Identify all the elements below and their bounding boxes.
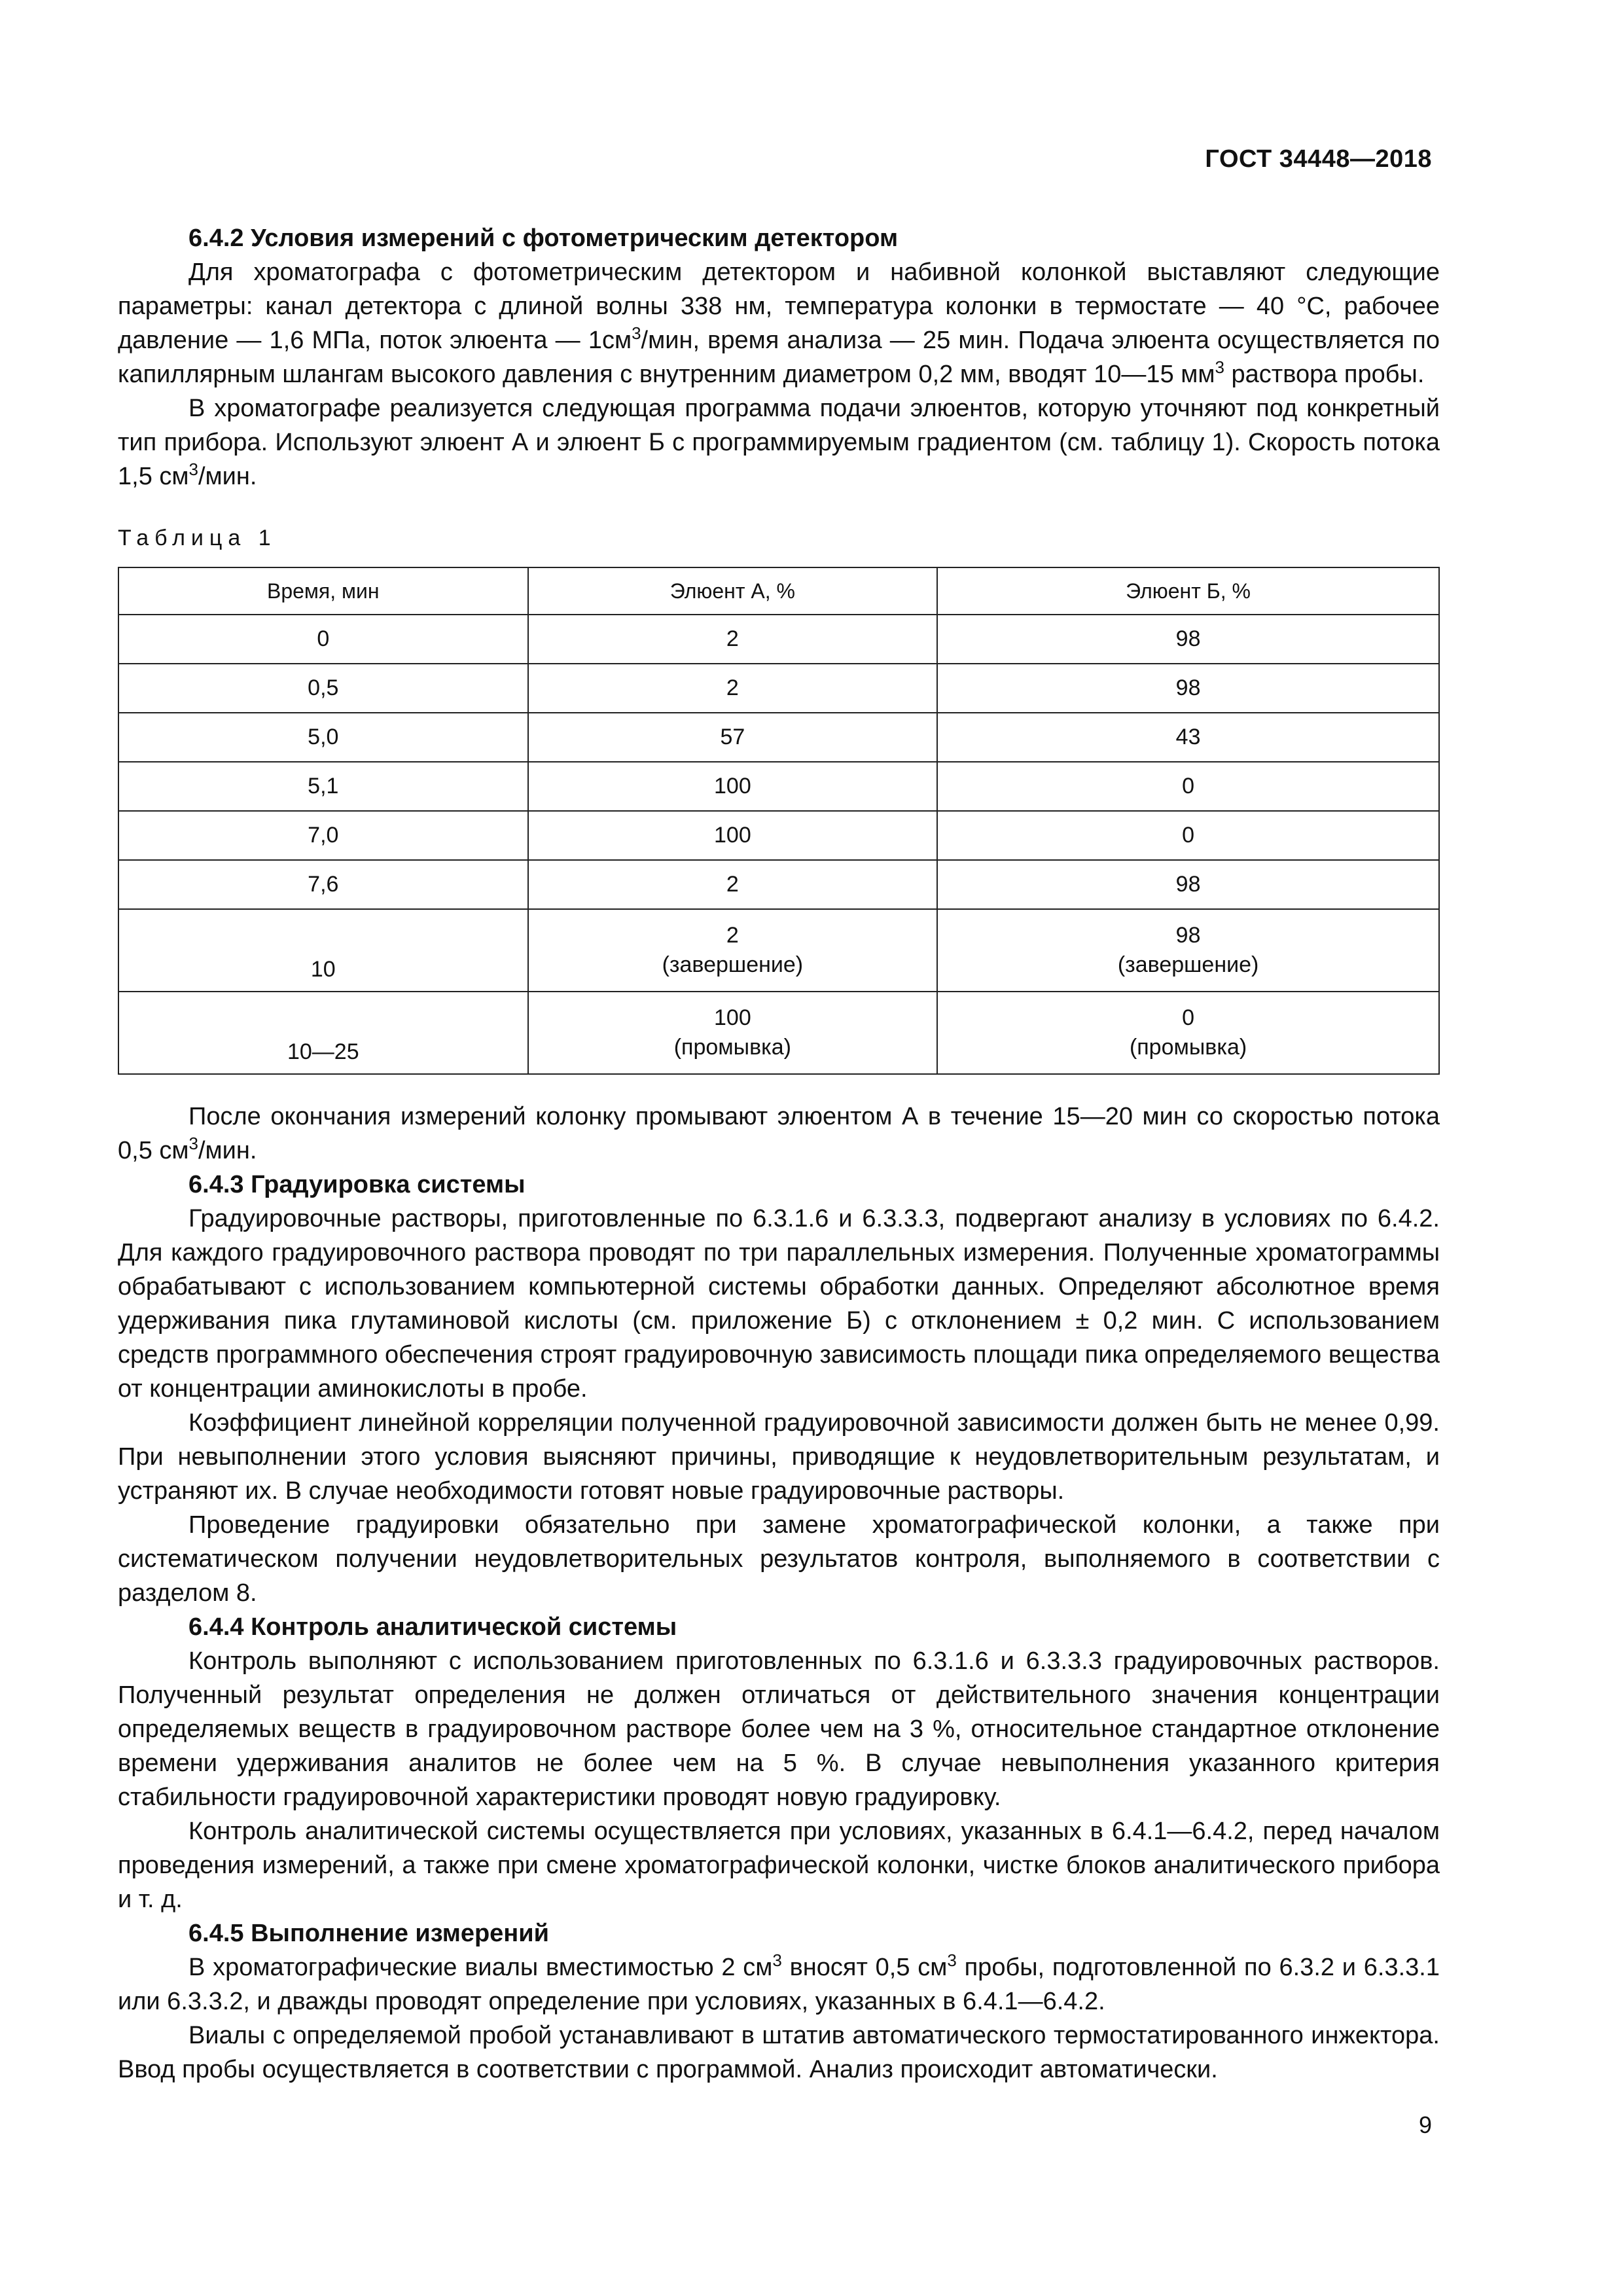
section-6-4-5-paragraph-2: Виалы с определяемой пробой устанавливают в штатив автоматического термостатированного инжектора. Ввод пробы осуществляется в соответствии с программой. Анализ происходит автоматически. bbox=[118, 2022, 1440, 2083]
table-cell-eluent-a bbox=[528, 909, 938, 992]
table-row bbox=[118, 762, 1439, 811]
section-6-4-2-paragraph-2: В хроматографе реализуется следующая программа подачи элюентов, которую уточняют под конкретный тип прибора. Используют элюент А и элюент Б с программируемым градиентом (см. таблицу 1). Скорость потока 1,5 $см^3$/мин. bbox=[118, 395, 1440, 490]
table-cell-eluent-a: 57 bbox=[528, 713, 938, 762]
gradient-table bbox=[118, 567, 1440, 1075]
table-cell-eluent-b: 98 bbox=[937, 664, 1439, 713]
table-cell-time: 7,6 bbox=[118, 860, 528, 909]
table-row bbox=[118, 992, 1439, 1074]
section-6-4-3-paragraph-3: Проведение градуировки обязательно при замене хроматографической колонки, а также при систематическом получении неудовлетворительных результатов контроля, выполняемого в соответствии с разделом 8. bbox=[118, 1511, 1440, 1607]
page-number: 9 bbox=[1418, 2111, 1432, 2138]
table-cell-time: 5,0 bbox=[118, 713, 528, 762]
cell-note: (промывка) bbox=[1129, 1035, 1247, 1060]
section-6-4-3-title: 6.4.3 Градуировка системы bbox=[188, 1171, 526, 1198]
document-code: ГОСТ 34448—2018 bbox=[1205, 145, 1432, 173]
cell-note: (завершение) bbox=[1117, 952, 1259, 977]
table-cell-time: 0 bbox=[118, 615, 528, 664]
page-content bbox=[118, 221, 1440, 2087]
table-row bbox=[118, 909, 1439, 992]
table-row bbox=[118, 713, 1439, 762]
section-6-4-5-title: 6.4.5 Выполнение измерений bbox=[188, 1920, 549, 1947]
cell-value: 98 bbox=[1175, 923, 1201, 948]
table-cell-eluent-b: 0 bbox=[937, 811, 1439, 860]
table-cell-eluent-b: 43 bbox=[937, 713, 1439, 762]
column-header-eluent-a: Элюент А, % bbox=[528, 567, 938, 615]
section-6-4-5-paragraph-1: В хроматографические виалы вместимостью 2 $см^3$ вносят 0,5 $см^3$ пробы, подготовленной по 6.3.2 и 6.3.3.1 или 6.3.3.2, и дважды проводят определение при условиях, указанных в 6.4.1—6.4.2. bbox=[118, 1950, 1440, 2015]
table-row bbox=[118, 860, 1439, 909]
table-cell-eluent-b bbox=[937, 992, 1439, 1074]
section-6-4-4-title: 6.4.4 Контроль аналитической системы bbox=[188, 1613, 677, 1641]
column-header-eluent-b: Элюент Б, % bbox=[937, 567, 1439, 615]
table-cell-eluent-a bbox=[528, 992, 938, 1074]
table-cell-eluent-b bbox=[937, 909, 1439, 992]
table-cell-eluent-a: 2 bbox=[528, 615, 938, 664]
after-table-paragraph: После окончания измерений колонку промывают элюентом А в течение 15—20 мин со скоростью потока 0,5 $см^3$/мин. bbox=[118, 1103, 1440, 1164]
table-header-row bbox=[118, 567, 1439, 615]
table-cell-eluent-a: 2 bbox=[528, 664, 938, 713]
cell-note: (завершение) bbox=[662, 952, 804, 977]
section-6-4-4-paragraph-1: Контроль выполняют с использованием приготовленных по 6.3.1.6 и 6.3.3.3 градуировочных растворов. Полученный результат определения не должен отличаться от действительного значения концентрации определяемых веществ в градуировочном растворе более чем на 3 %, относительное стандартное отклонение времени удерживания аналитов не более чем на 5 %. В случае невыполнения указанного критерия стабильности градуировочной характеристики проводят новую градуировку. bbox=[118, 1647, 1440, 1811]
cell-value: 2 bbox=[726, 923, 739, 948]
table-row bbox=[118, 811, 1439, 860]
table-cell-eluent-a: 100 bbox=[528, 762, 938, 811]
table-cell-eluent-a: 2 bbox=[528, 860, 938, 909]
section-6-4-2-paragraph-1: Для хроматографа с фотометрическим детектором и набивной колонкой выставляют следующие параметры: канал детектора с длиной волны 338 нм, температура колонки в термостате — 40 °С, рабочее давление — 1,6 МПа, поток элюента — $1см^3$/мин, время анализа — 25 мин. Подача элюента осуществляется по капиллярным шлангам высокого давления с внутренним диаметром 0,2 мм, вводят 10—15 $мм^3$ раствора пробы. bbox=[118, 259, 1440, 388]
table-caption: Таблица 1 bbox=[118, 526, 277, 550]
table-cell-time: 10 bbox=[118, 909, 528, 992]
table-cell-eluent-a: 100 bbox=[528, 811, 938, 860]
table-row bbox=[118, 664, 1439, 713]
cell-note: (промывка) bbox=[673, 1035, 791, 1060]
section-6-4-3-paragraph-2: Коэффициент линейной корреляции полученной градуировочной зависимости должен быть не менее 0,99. При невыполнении этого условия выясняют причины, приводящие к неудовлетворительным результатам, и устраняют их. В случае необходимости готовят новые градуировочные растворы. bbox=[118, 1409, 1440, 1505]
table-cell-time: 0,5 bbox=[118, 664, 528, 713]
table-cell-eluent-b: 98 bbox=[937, 615, 1439, 664]
table-cell-time: 5,1 bbox=[118, 762, 528, 811]
section-6-4-4-paragraph-2: Контроль аналитической системы осуществляется при условиях, указанных в 6.4.1—6.4.2, перед началом проведения измерений, а также при смене хроматографической колонки, чистке блоков аналитического прибора и т. д. bbox=[118, 1818, 1440, 1913]
cell-value: 100 bbox=[714, 1005, 751, 1030]
table-cell-time: 7,0 bbox=[118, 811, 528, 860]
cell-value: 0 bbox=[1182, 1005, 1195, 1030]
table-cell-time: 10—25 bbox=[118, 992, 528, 1074]
section-6-4-2-title: 6.4.2 Условия измерений с фотометрическим детектором bbox=[188, 224, 899, 252]
column-header-time: Время, мин bbox=[118, 567, 528, 615]
section-6-4-3-paragraph-1: Градуировочные растворы, приготовленные по 6.3.1.6 и 6.3.3.3, подвергают анализу в условиях по 6.4.2. Для каждого градуировочного раствора проводят по три параллельных измерения. Полученные хроматограммы обрабатывают с использованием компьютерной системы обработки данных. Определяют абсолютное время удерживания пика глутаминовой кислоты (см. приложение Б) с отклонением ± 0,2 мин. С использованием средств программного обеспечения строят градуировочную зависимость площади пика определяемого вещества от концентрации аминокислоты в пробе. bbox=[118, 1205, 1440, 1403]
table-row bbox=[118, 615, 1439, 664]
table-cell-eluent-b: 98 bbox=[937, 860, 1439, 909]
table-cell-eluent-b: 0 bbox=[937, 762, 1439, 811]
